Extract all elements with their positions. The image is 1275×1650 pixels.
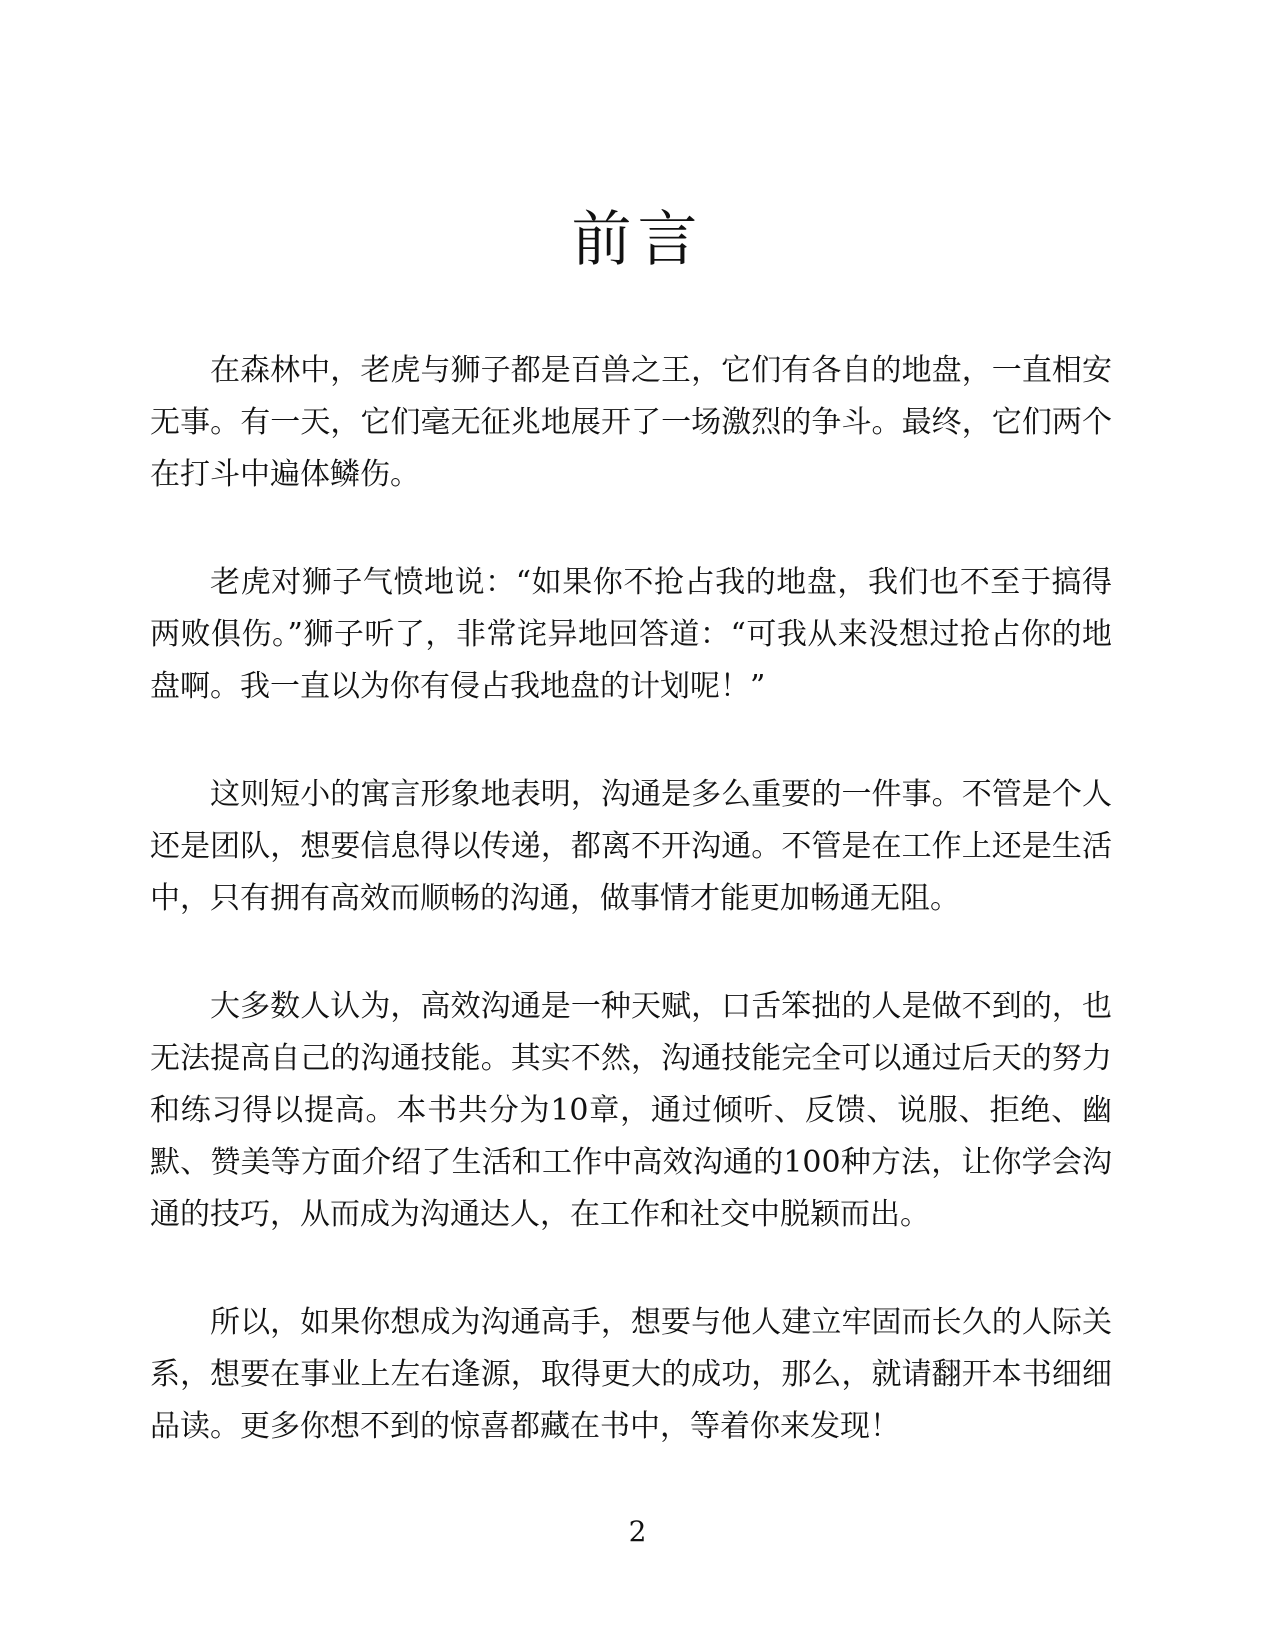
body-text bbox=[150, 345, 1112, 1509]
paragraph-4: 大多数人认为，高效沟通是一种天赋，口舌笨拙的人是做不到的，也无法提高自己的沟通技能。其实不然，沟通技能完全可以通过后天的努力和练习得以提高。本书共分为10章，通过倾听、反馈、说服、拒绝、幽默、赞美等方面介绍了生活和工作中高效沟通的100种方法，让你学会沟通的技巧，从而成为沟通达人，在工作和社交中脱颖而出。 bbox=[150, 989, 1112, 1232]
page-number: 2 bbox=[628, 1515, 647, 1548]
paragraph-1: 在森林中，老虎与狮子都是百兽之王，它们有各自的地盘，一直相安无事。有一天，它们毫无征兆地展开了一场激烈的争斗。最终，它们两个在打斗中遍体鳞伤。 bbox=[150, 353, 1112, 492]
paragraph-2: 老虎对狮子气愤地说：“如果你不抢占我的地盘，我们也不至于搞得两败俱伤。”狮子听了，非常诧异地回答道：“可我从来没想过抢占你的地盘啊。我一直以为你有侵占我地盘的计划呢！” bbox=[150, 565, 1112, 704]
page-title: 前言 bbox=[571, 205, 704, 275]
paragraph-3: 这则短小的寓言形象地表明，沟通是多么重要的一件事。不管是个人还是团队，想要信息得以传递，都离不开沟通。不管是在工作上还是生活中，只有拥有高效而顺畅的沟通，做事情才能更加畅通无阻。 bbox=[150, 777, 1112, 916]
paragraph-5: 所以，如果你想成为沟通高手，想要与他人建立牢固而长久的人际关系，想要在事业上左右逢源，取得更大的成功，那么，就请翻开本书细细品读。更多你想不到的惊喜都藏在书中，等着你来发现！ bbox=[150, 1305, 1112, 1444]
